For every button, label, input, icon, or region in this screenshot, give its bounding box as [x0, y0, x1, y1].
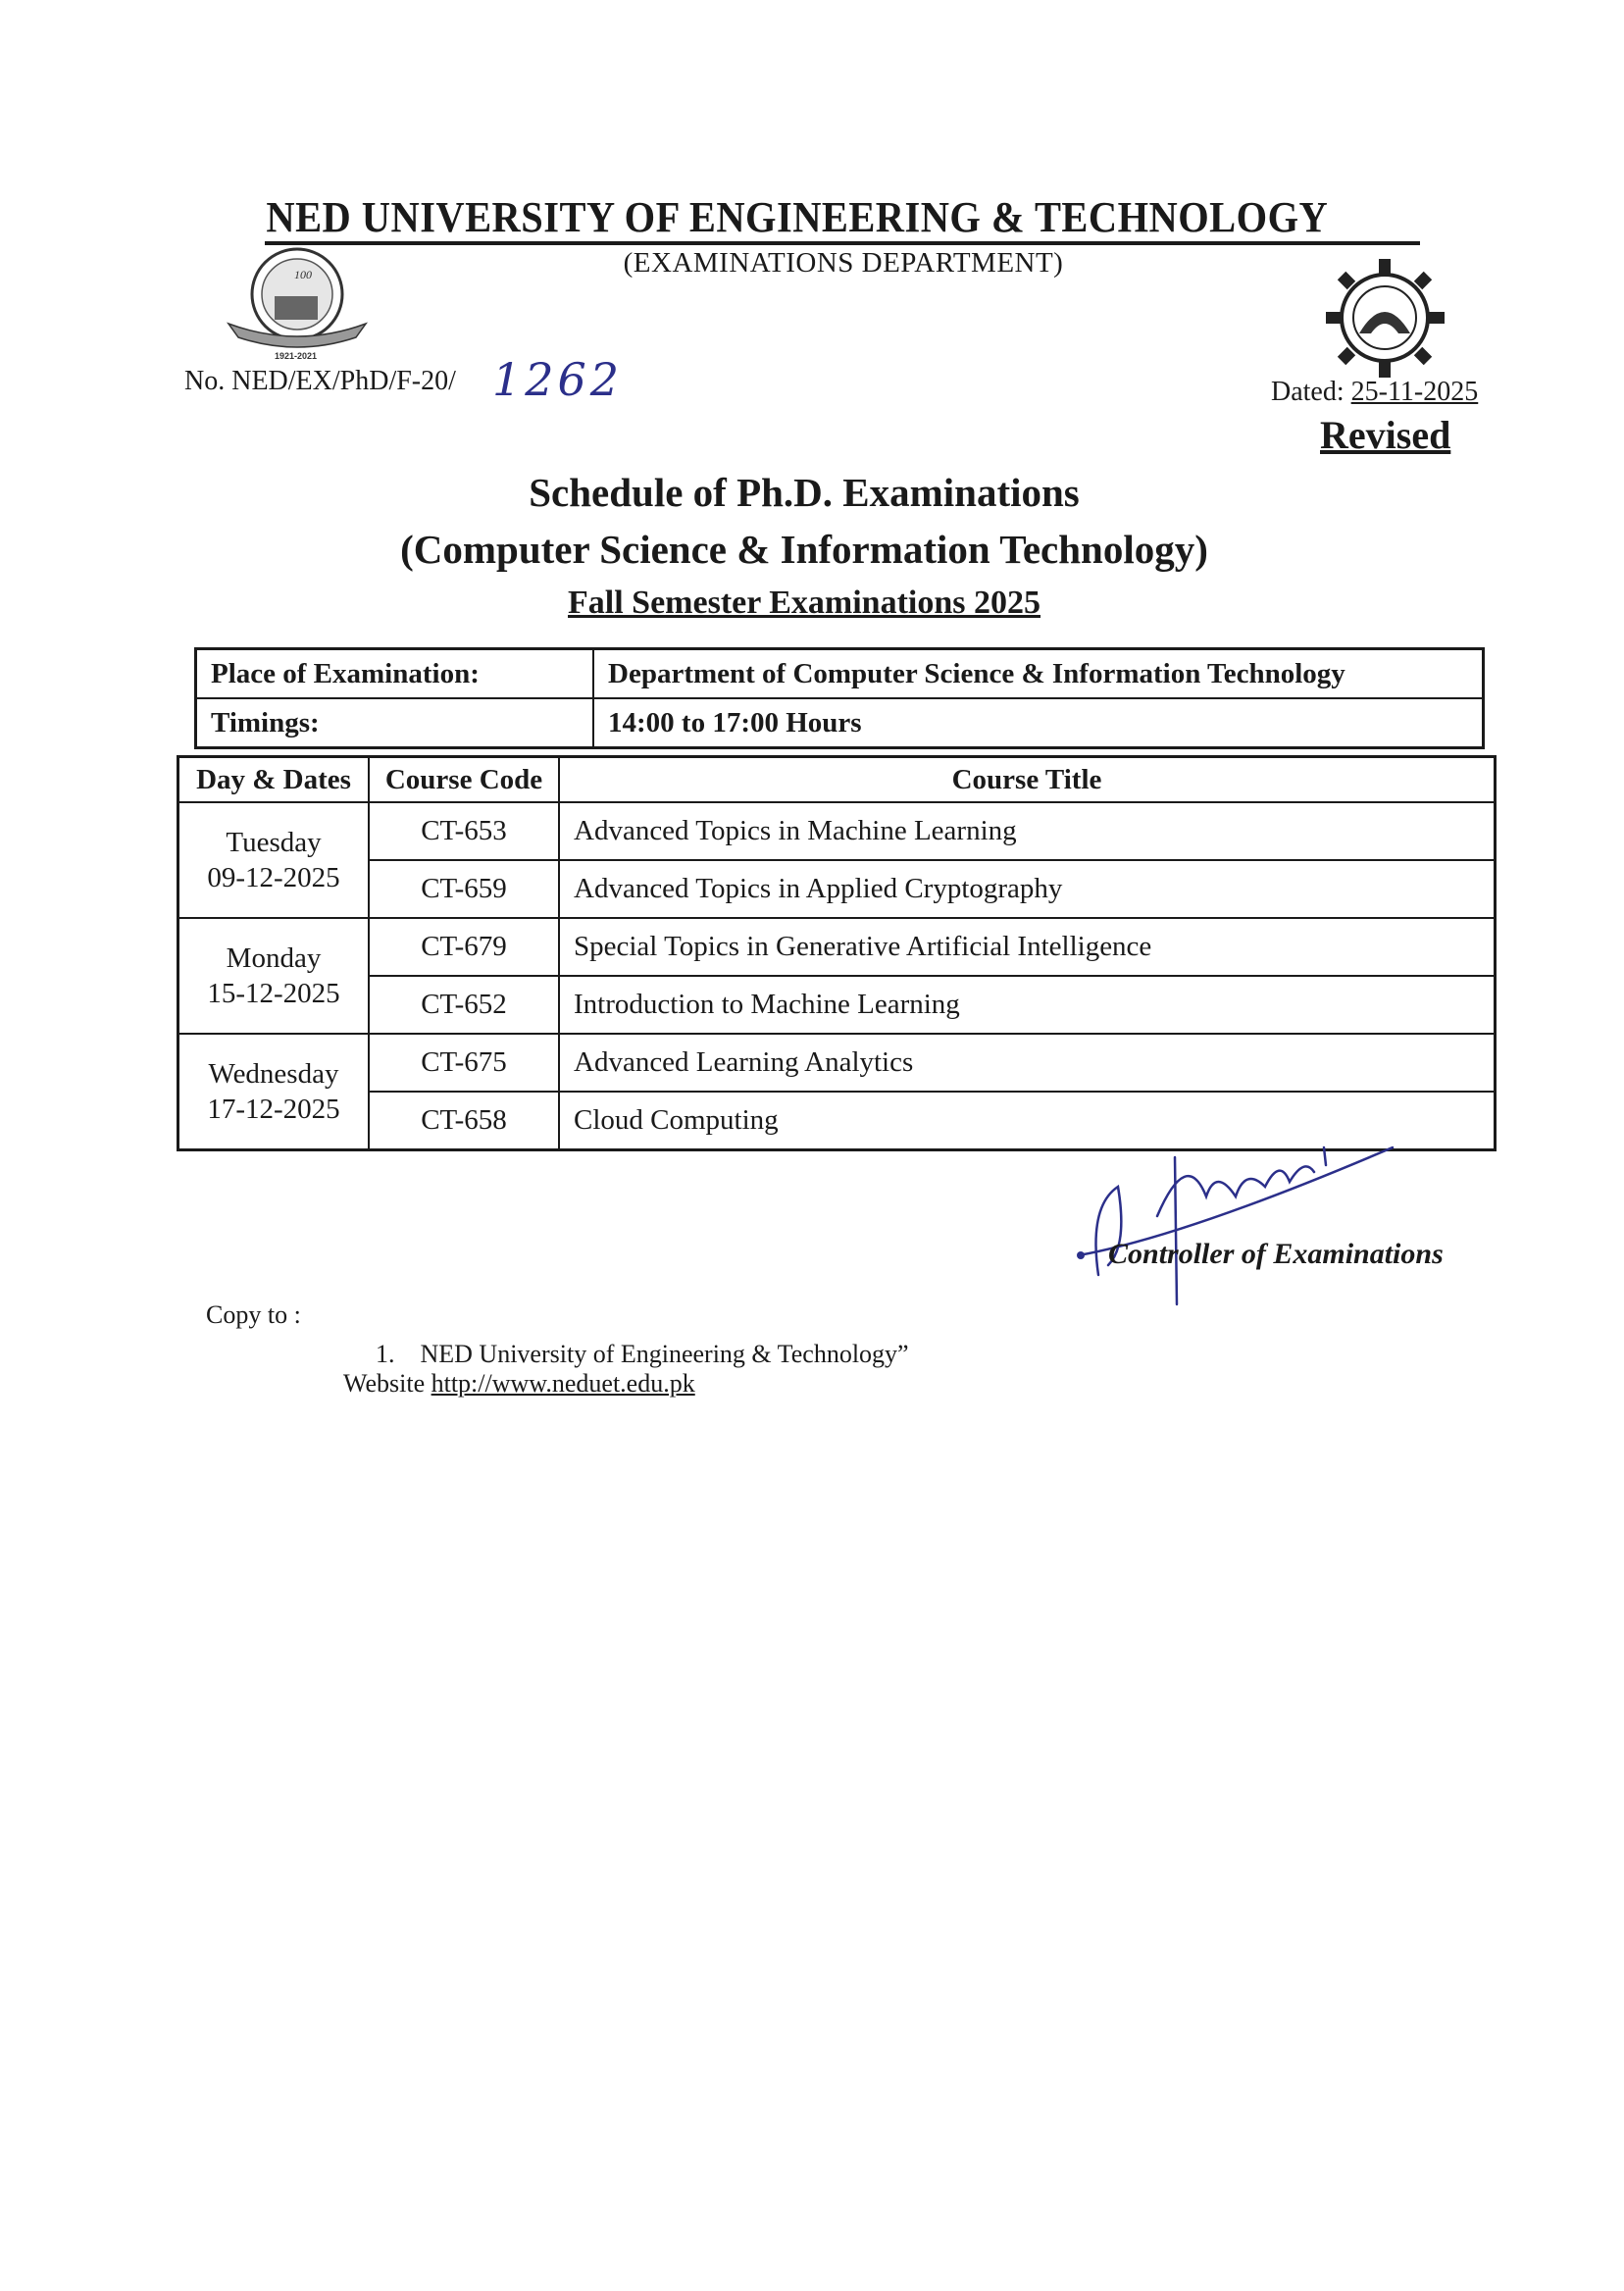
course-code: CT-659	[369, 860, 559, 918]
course-code: CT-658	[369, 1092, 559, 1150]
department-name: (EXAMINATIONS DEPARTMENT)	[623, 247, 1064, 279]
dated-line	[1271, 377, 1478, 408]
course-code: CT-652	[369, 976, 559, 1034]
place-value: Department of Computer Science & Information Technology	[593, 649, 1484, 699]
header-day-dates: Day & Dates	[178, 757, 370, 803]
course-title: Advanced Topics in Applied Cryptography	[559, 860, 1496, 918]
place-label: Place of Examination:	[196, 649, 594, 699]
svg-text:1921-2021: 1921-2021	[275, 351, 318, 361]
day-cell: Wednesday 17-12-2025	[178, 1034, 370, 1150]
table-row	[178, 1034, 1496, 1092]
website-label: Website	[343, 1369, 426, 1398]
table-row	[178, 802, 1496, 860]
semester-title: Fall Semester Examinations 2025	[568, 585, 1040, 621]
course-code: CT-675	[369, 1034, 559, 1092]
place-row	[196, 649, 1484, 699]
course-title: Cloud Computing	[559, 1092, 1496, 1150]
course-code: CT-679	[369, 918, 559, 976]
header-course-title: Course Title	[559, 757, 1496, 803]
schedule-title: Schedule of Ph.D. Examinations	[529, 470, 1080, 515]
course-title: Introduction to Machine Learning	[559, 976, 1496, 1034]
website-link[interactable]: http://www.neduet.edu.pk	[431, 1369, 695, 1398]
exam-info-table	[194, 647, 1485, 749]
dated-label: Dated:	[1271, 377, 1345, 407]
copy-to-label: Copy to :	[206, 1300, 301, 1329]
exam-schedule-table	[177, 755, 1497, 1151]
copy-item-number: 1.	[376, 1340, 395, 1368]
revised-badge: Revised	[1320, 413, 1451, 457]
header-rule	[265, 241, 1420, 245]
course-title: Special Topics in Generative Artificial Intelligence	[559, 918, 1496, 976]
university-name: NED UNIVERSITY OF ENGINEERING & TECHNOLOGY	[266, 193, 1329, 241]
signature-icon	[1069, 1128, 1402, 1314]
copy-item-text: NED University of Engineering & Technology”	[420, 1340, 909, 1368]
course-title: Advanced Topics in Machine Learning	[559, 802, 1496, 860]
copy-list-item	[376, 1340, 909, 1369]
timings-row	[196, 698, 1484, 748]
header-course-code: Course Code	[369, 757, 559, 803]
table-row	[178, 976, 1496, 1034]
gear-seal-logo-icon	[1324, 257, 1446, 380]
course-code: CT-653	[369, 802, 559, 860]
course-title: Advanced Learning Analytics	[559, 1034, 1496, 1092]
website-line	[343, 1369, 695, 1399]
handwritten-reference: 1262	[492, 353, 624, 406]
centenary-logo-icon	[224, 243, 371, 361]
reference-number: No. NED/EX/PhD/F-20/	[184, 366, 456, 396]
program-title: (Computer Science & Information Technology)	[400, 527, 1208, 572]
svg-text:100: 100	[294, 268, 312, 281]
table-row	[178, 918, 1496, 976]
table-row	[178, 860, 1496, 918]
dated-value: 25-11-2025	[1350, 377, 1479, 407]
table-header-row	[178, 757, 1496, 803]
day-cell: Tuesday 09-12-2025	[178, 802, 370, 918]
day-cell: Monday 15-12-2025	[178, 918, 370, 1034]
timings-label: Timings:	[196, 698, 594, 748]
timings-value: 14:00 to 17:00 Hours	[593, 698, 1484, 748]
signatory-title: Controller of Examinations	[1108, 1238, 1444, 1270]
